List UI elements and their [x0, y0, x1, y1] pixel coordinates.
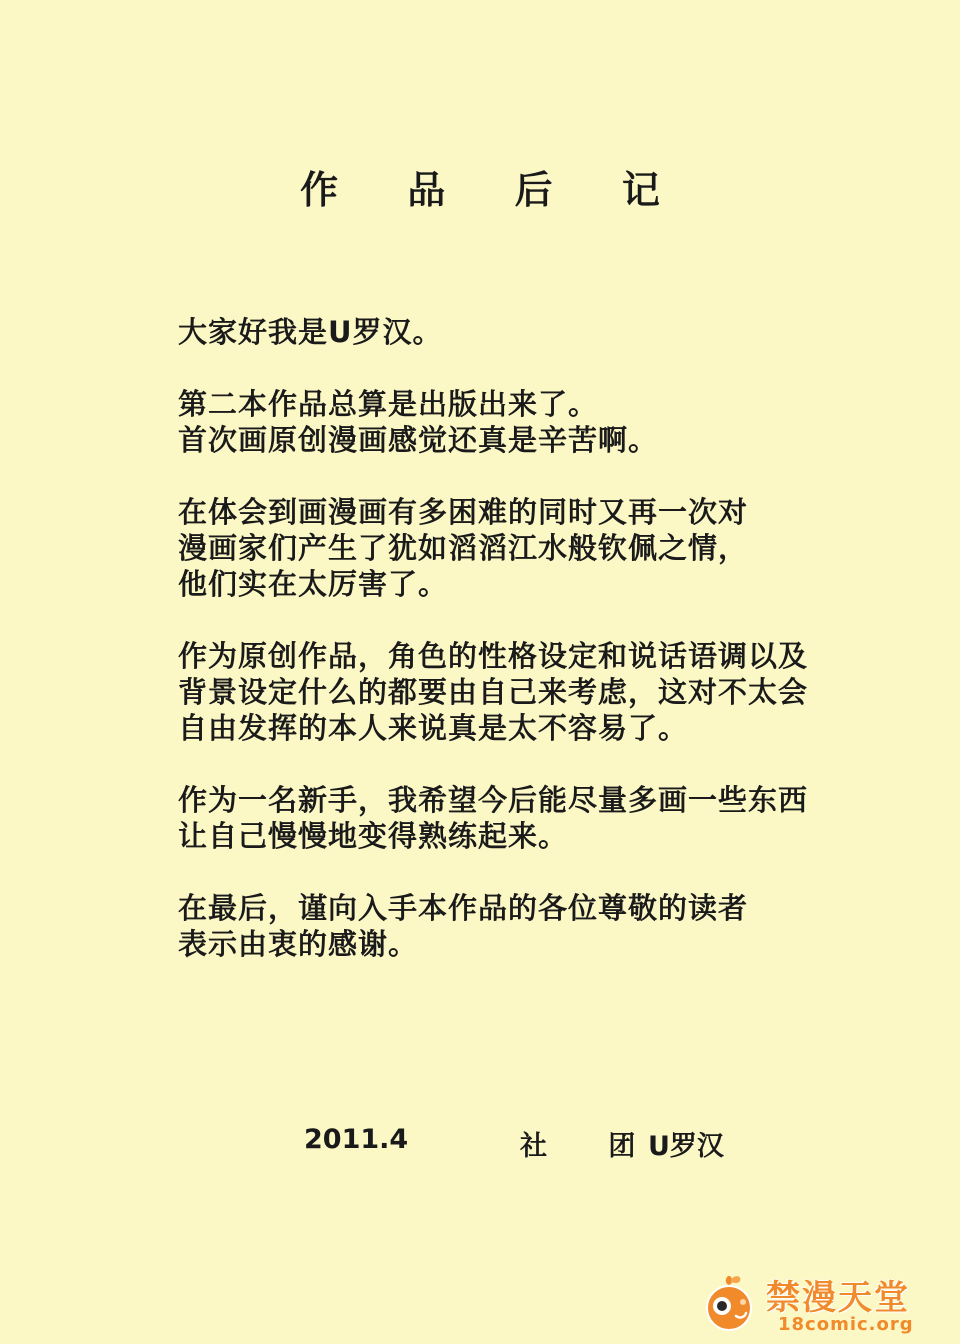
paragraph-4	[178, 638, 898, 746]
text-line: 首次画原创漫画感觉还真是辛苦啊。	[178, 423, 659, 457]
signature-group-label: 社 团	[520, 1131, 662, 1162]
signature-author: U罗汉	[648, 1131, 724, 1162]
signature	[0, 1124, 960, 1164]
paragraph-2	[178, 386, 898, 458]
text-line: 在最后，谨向入手本作品的各位尊敬的读者	[178, 891, 749, 925]
text-line: 大家好我是U罗汉。	[178, 315, 443, 349]
site-watermark	[698, 1266, 938, 1338]
text-line: 自由发挥的本人来说真是太不容易了。	[178, 711, 689, 745]
afterword-body	[178, 314, 898, 998]
text-line: 背景设定什么的都要由自己来考虑，这对不太会	[178, 675, 809, 709]
paragraph-1	[178, 314, 898, 350]
text-line: 让自己慢慢地变得熟练起来。	[178, 819, 569, 853]
watermark-site-name: 禁漫天堂	[766, 1278, 910, 1318]
text-line: 第二本作品总算是出版出来了。	[178, 387, 599, 421]
page-title: 作 品 后 记	[300, 168, 688, 212]
text-line: 漫画家们产生了犹如滔滔江水般钦佩之情，	[178, 531, 749, 565]
watermark-url: 18comic.org	[778, 1314, 914, 1335]
paragraph-5	[178, 782, 898, 854]
text-line: 作为一名新手，我希望今后能尽量多画一些东西	[178, 783, 809, 817]
signature-date: 2011.4	[304, 1124, 409, 1155]
text-line: 作为原创作品，角色的性格设定和说话语调以及	[178, 639, 809, 673]
text-line: 他们实在太厉害了。	[178, 567, 449, 601]
orange-mascot-icon	[698, 1272, 760, 1332]
text-line: 在体会到画漫画有多困难的同时又再一次对	[178, 495, 749, 529]
paragraph-6	[178, 890, 898, 962]
paragraph-3	[178, 494, 898, 602]
text-line: 表示由衷的感谢。	[178, 927, 419, 961]
